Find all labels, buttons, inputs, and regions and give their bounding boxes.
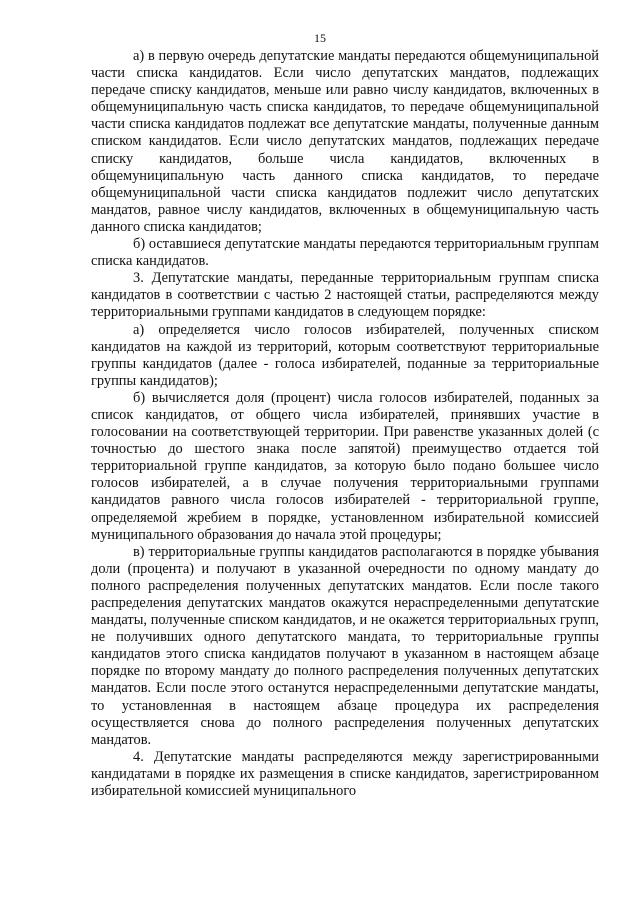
paragraph-3-distribution: 3. Депутатские мандаты, переданные территориальным группам списка кандидатов в соответствии с частью 2 настоящей статьи, распределяются между территориальными группами кандидатов в следующем порядке:	[91, 270, 599, 321]
paragraph-4-candidates: 4. Депутатские мандаты распределяются между зарегистрированными кандидатами в порядке их размещения в списке кандидатов, зарегистрированном избирательной комиссией муниципального	[91, 748, 599, 800]
paragraph-3a-votes-count: а) определяется число голосов избирателей, полученных списком кандидатов на каждой из территорий, которым соответствуют территориальные группы кандидатов (далее - голоса избирателей, поданные за территориальные группы кандидатов);	[91, 321, 599, 389]
document-body	[91, 48, 599, 800]
paragraph-2b-remaining-mandates: б) оставшиеся депутатские мандаты передаются территориальным группам списка кандидатов.	[91, 236, 599, 270]
page-number: 15	[314, 31, 326, 45]
paragraph-2a-first-priority: а) в первую очередь депутатские мандаты передаются общемуниципальной части списка кандидатов. Если число депутатских мандатов, подлежащих передаче списку кандидатов, меньше или равно числу кандидатов, включенных в общемуниципальную часть списка кандидатов, то передаче общемуниципальной части списка кандидатов подлежат все депутатские мандаты, полученные данным списком кандидатов. Если число депутатских мандатов, подлежащих передаче списку кандидатов, больше числа кандидатов, включенных в общемуниципальную часть данного списка кандидатов, то передаче общемуниципальной части списка кандидатов подлежит число депутатских мандатов, равное числу кандидатов, включенных в общемуниципальную часть данного списка кандидатов;	[91, 48, 599, 235]
paragraph-3b-share-calculation: б) вычисляется доля (процент) числа голосов избирателей, поданных за список кандидатов, от общего числа избирателей, принявших участие в голосовании на соответствующей территории. При равенстве указанных долей (с точностью до шестого знака после запятой) преимущество отдается той территориальной группе кандидатов, за которую было подано большее число голосов избирателей, а в случае получения территориальными группами кандидатов равного числа голосов избирателей - территориальной группе, определяемой жребием в порядке, установленном избирательной комиссией муниципального образования до начала этой процедуры;	[91, 389, 599, 543]
paragraph-3v-ordering: в) территориальные группы кандидатов располагаются в порядке убывания доли (процента) и получают в указанной очередности по одному мандату до полного распределения полученных депутатских мандатов. Если после такого распределения депутатских мандатов окажутся нераспределенными депутатские мандаты, полученные списком кандидатов, и не окажется территориальных групп, не получивших одного депутатского мандата, то территориальные группы кандидатов этого списка кандидатов получают в указанном в настоящем абзаце порядке по второму мандату до полного распределения полученных депутатских мандатов. Если после этого останутся нераспределенными депутатские мандаты, то установленная в настоящем абзаце процедура их распределения осуществляется снова до полного распределения полученных депутатских мандатов.	[91, 543, 599, 748]
